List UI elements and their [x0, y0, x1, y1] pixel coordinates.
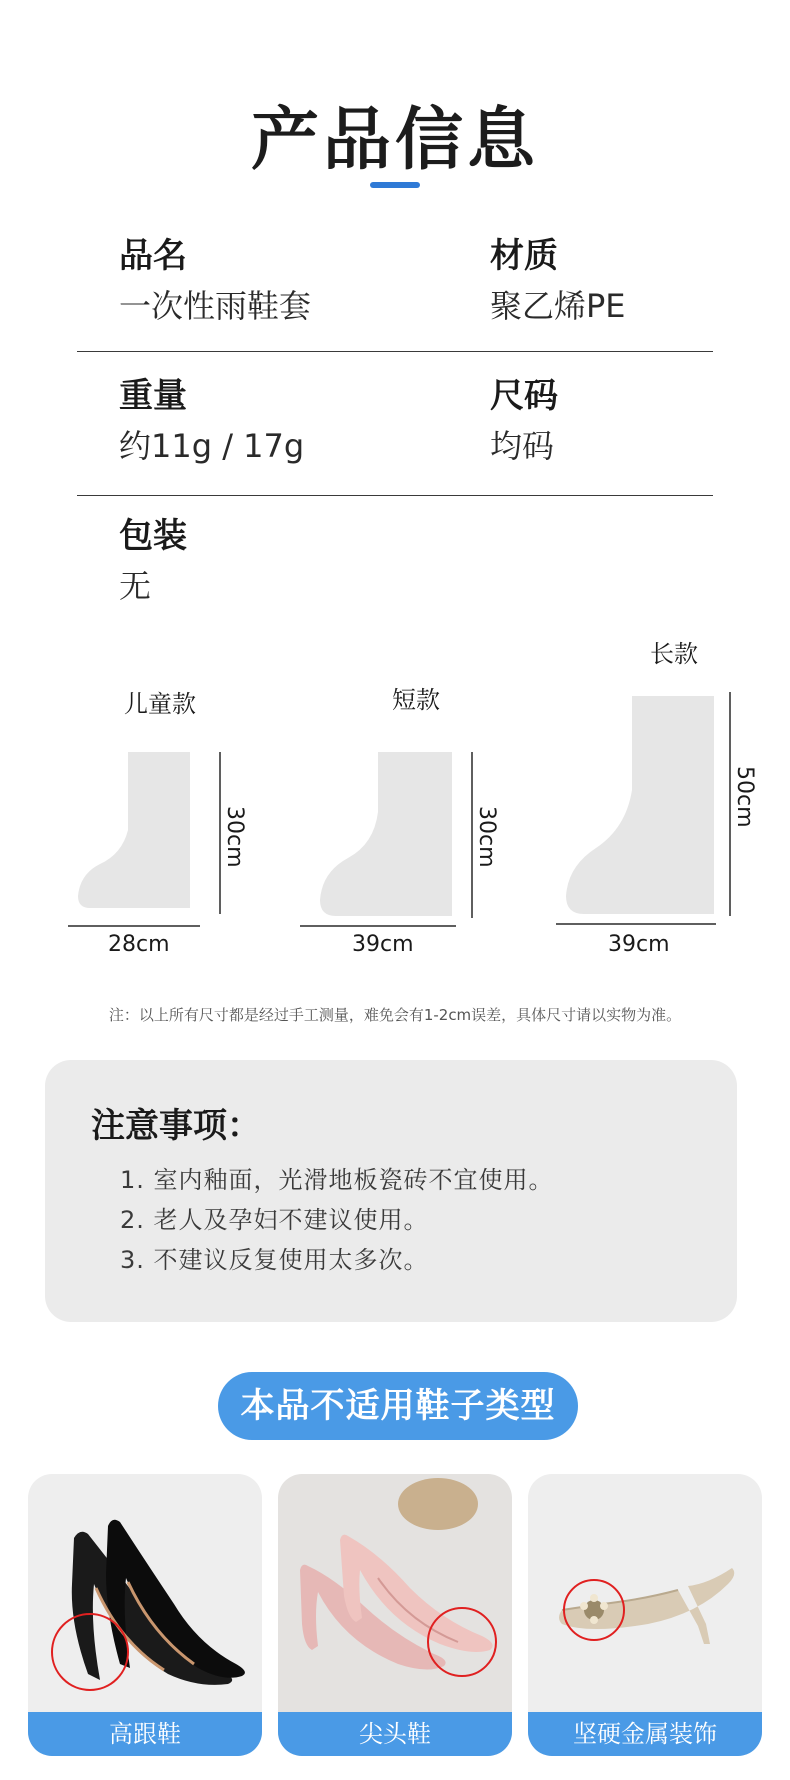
- title-underline: [370, 182, 420, 188]
- boot-label-short: 短款: [392, 686, 440, 714]
- caution-box: [45, 1060, 737, 1322]
- shoe-card-high-heel: [28, 1474, 262, 1756]
- long-height-label: 50cm: [732, 766, 757, 828]
- info-cell-material: [490, 232, 626, 332]
- caution-item: 2. 老人及孕妇不建议使用。: [120, 1206, 429, 1234]
- info-value: 约11g / 17g: [119, 427, 305, 465]
- boot-label-kids: 儿童款: [124, 690, 196, 718]
- shoe-card-label: 高跟鞋: [28, 1712, 262, 1756]
- page-title: 产品信息: [250, 101, 539, 180]
- info-cell-name: [119, 232, 311, 332]
- info-cell-weight: [119, 372, 304, 472]
- metal-ornament-shoe-icon: [528, 1474, 762, 1714]
- measurement-note: 注：以上所有尺寸都是经过手工测量，难免会有1-2cm误差，具体尺寸请以实物为准。: [108, 1006, 682, 1024]
- shoe-card-label: 尖头鞋: [278, 1712, 512, 1756]
- shoe-card-pointed: [278, 1474, 512, 1756]
- short-width-label: 39cm: [352, 932, 414, 957]
- pink-pointed-shoe-icon: [278, 1474, 512, 1714]
- caution-title: 注意事项：: [91, 1106, 261, 1146]
- info-label: 尺码: [490, 376, 558, 416]
- info-row-1: [77, 232, 713, 352]
- caution-item: 3. 不建议反复使用太多次。: [120, 1246, 429, 1274]
- info-cell-size: [490, 372, 558, 472]
- kids-boot-shape: [78, 752, 190, 908]
- info-value: 无: [119, 567, 152, 605]
- short-height-label: 30cm: [474, 806, 499, 868]
- info-value: 聚乙烯PE: [490, 287, 626, 325]
- info-row-2: [77, 372, 713, 496]
- info-label: 品名: [119, 236, 187, 276]
- info-value: 均码: [490, 427, 555, 465]
- boot-size-diagram: [0, 620, 790, 960]
- boot-label-long: 长款: [650, 640, 698, 668]
- info-label: 材质: [490, 236, 558, 276]
- caution-item: 1. 室内釉面，光滑地板瓷砖不宜使用。: [120, 1166, 554, 1194]
- info-value: 一次性雨鞋套: [119, 287, 312, 325]
- shoe-card-metal-ornament: [528, 1474, 762, 1756]
- info-label: 包装: [119, 516, 187, 556]
- shoe-card-label: 坚硬金属装饰: [528, 1712, 762, 1756]
- short-boot-shape: [320, 752, 452, 916]
- black-high-heel-icon: [28, 1474, 262, 1714]
- info-cell-packaging: [119, 512, 187, 612]
- long-boot-shape: [566, 696, 714, 914]
- info-row-3: [77, 512, 713, 612]
- kids-height-label: 30cm: [222, 806, 247, 868]
- long-width-label: 39cm: [608, 932, 670, 957]
- kids-width-label: 28cm: [108, 932, 170, 957]
- info-label: 重量: [119, 376, 187, 416]
- unsuitable-heading: 本品不适用鞋子类型: [218, 1372, 578, 1440]
